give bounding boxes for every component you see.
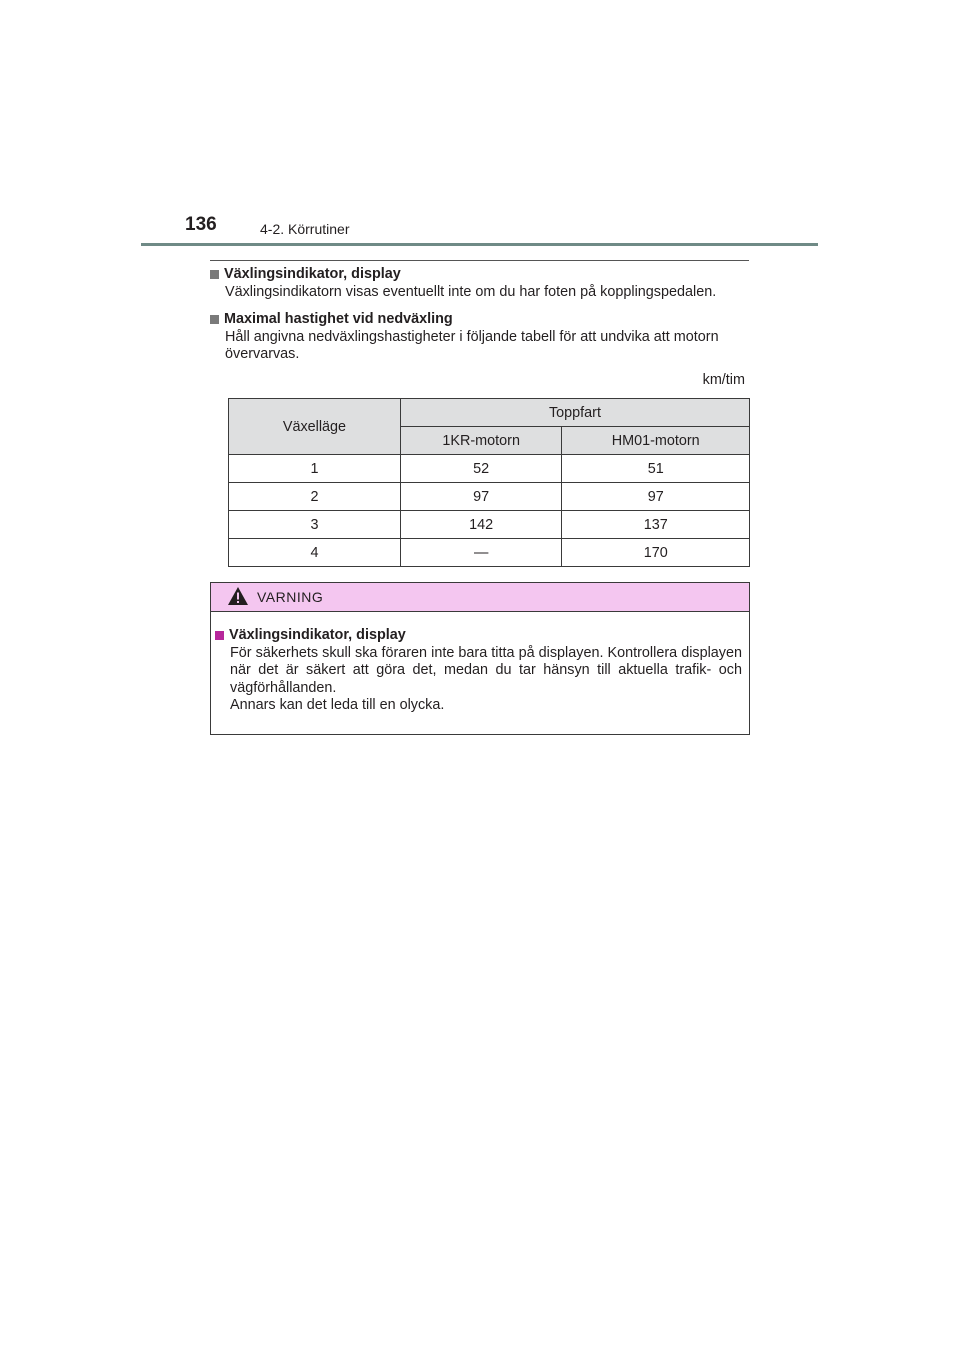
column-header-engine-2: HM01-motorn [562, 427, 750, 455]
bullet-square-icon [210, 315, 219, 324]
cell: 1 [229, 455, 401, 483]
cell: 142 [400, 511, 562, 539]
cell: 97 [400, 483, 562, 511]
bullet-square-icon [210, 270, 219, 279]
divider [210, 260, 749, 261]
item-heading [210, 266, 746, 284]
cell: 52 [400, 455, 562, 483]
table-row [229, 455, 750, 483]
warning-box [210, 582, 750, 735]
column-header-top-speed: Toppfart [400, 399, 749, 427]
item-text: Växlingsindikatorn visas eventuellt inte om du har foten på kopplingspedalen. [225, 283, 717, 300]
page-number: 136 [185, 214, 217, 235]
cell: — [400, 539, 562, 567]
cell: 137 [562, 511, 750, 539]
item-text: Håll angivna nedväxlingshastigheter i följande tabell för att undvika att motorn övervarvas. [225, 328, 719, 363]
header-rule [141, 243, 818, 246]
table-row [229, 539, 750, 567]
item-shift-indicator [210, 266, 746, 301]
item-title: Maximal hastighet vid nedväxling [224, 311, 453, 327]
section-title: 4-2. Körrutiner [260, 221, 350, 237]
item-heading [210, 311, 746, 329]
cell: 2 [229, 483, 401, 511]
speed-table [228, 398, 750, 567]
warning-body [215, 627, 742, 715]
warning-header [211, 583, 749, 612]
column-header-engine-1: 1KR-motorn [400, 427, 562, 455]
warning-title-text: Växlingsindikator, display [229, 627, 406, 643]
unit-label: km/tim [702, 372, 745, 388]
bullet-square-icon [215, 631, 224, 640]
table-row [229, 511, 750, 539]
warning-text: För säkerhets skull ska föraren inte bara titta på displayen. Kontrollera displayen när det är säkert att göra det, medan du tar hänsyn till aktuella trafik- och vägförhållanden. [230, 644, 742, 696]
cell: 97 [562, 483, 750, 511]
table-row [229, 483, 750, 511]
item-max-speed [210, 311, 746, 364]
warning-title [215, 627, 742, 645]
warning-label: VARNING [257, 589, 324, 605]
warning-triangle-icon [227, 586, 249, 609]
cell: 170 [562, 539, 750, 567]
cell: 4 [229, 539, 401, 567]
cell: 51 [562, 455, 750, 483]
item-title: Växlingsindikator, display [224, 266, 401, 282]
cell: 3 [229, 511, 401, 539]
warning-text-2: Annars kan det leda till en olycka. [230, 697, 445, 714]
column-header-gear: Växelläge [229, 399, 401, 455]
